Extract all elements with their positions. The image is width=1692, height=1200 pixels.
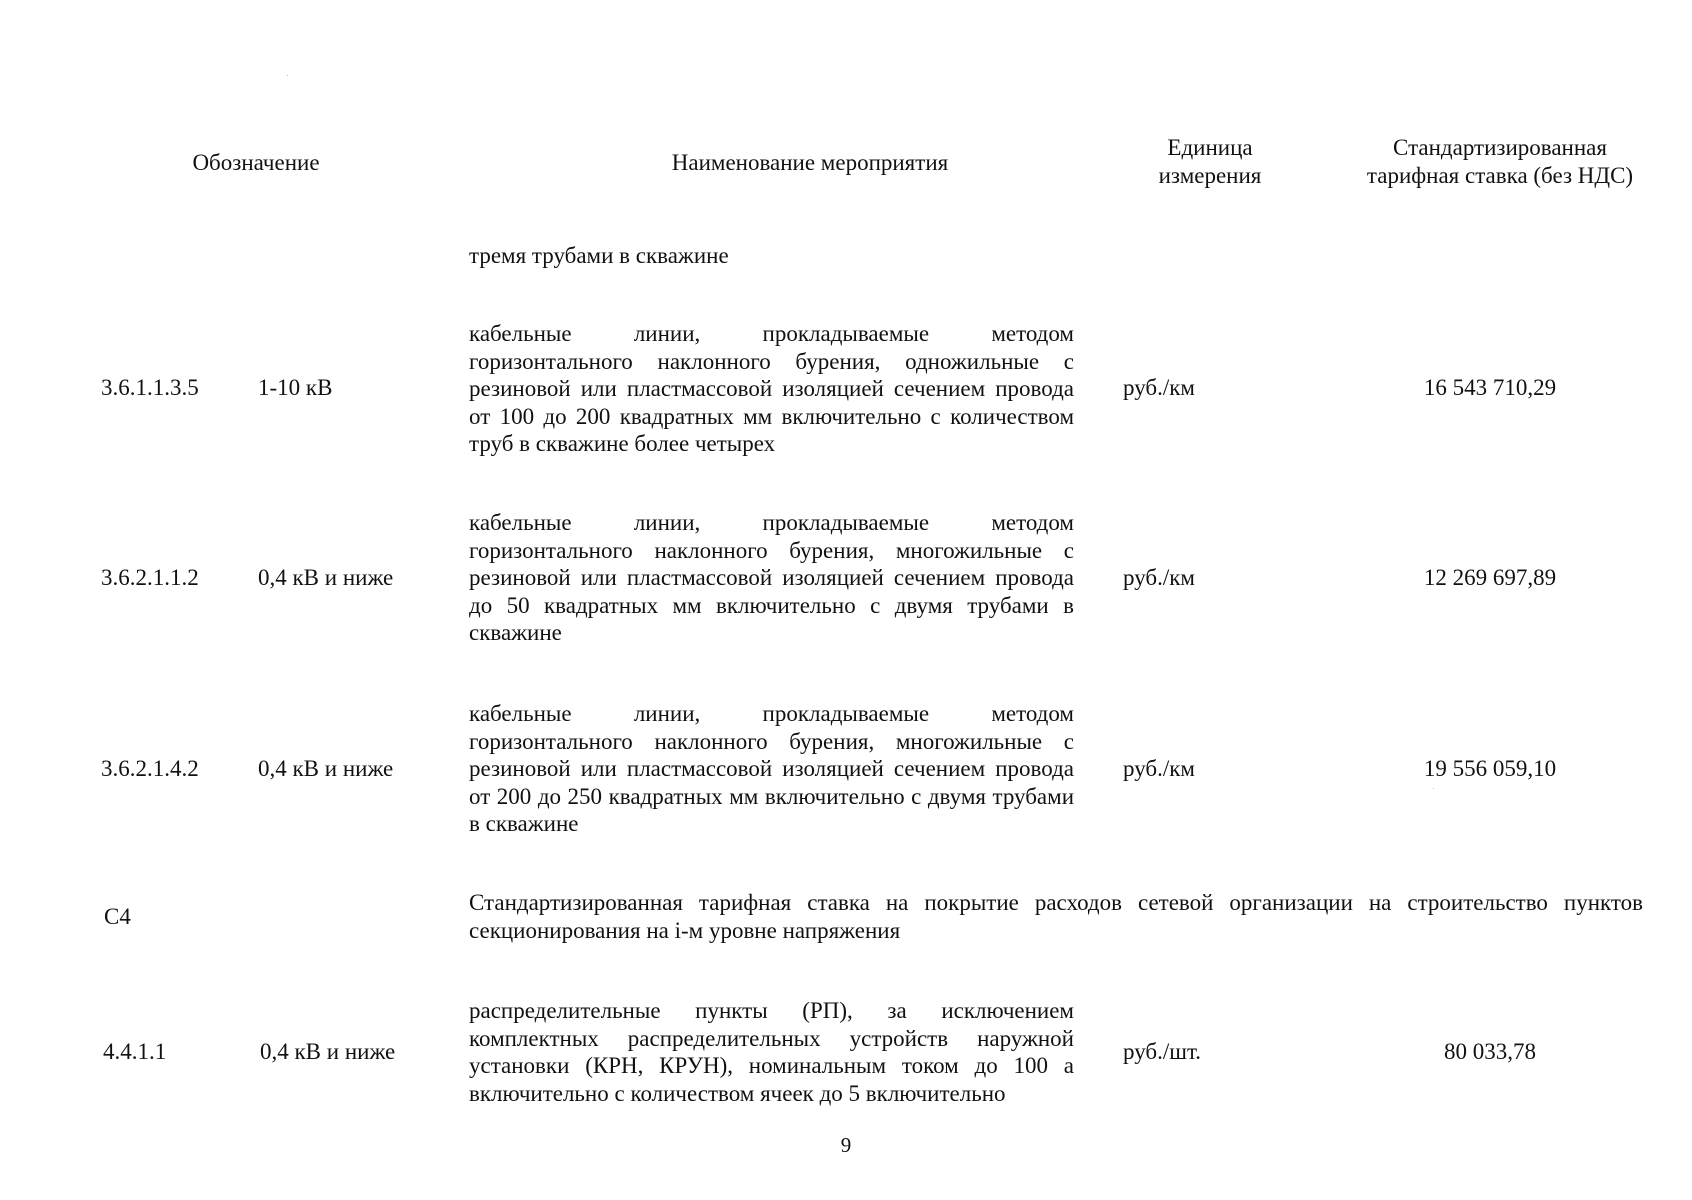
row-rate: 80 033,78 [1444,1039,1536,1064]
header-rate [1340,134,1660,189]
row-unit: руб./шт. [1123,1039,1202,1064]
row-code: 3.6.1.1.3.5 [101,375,199,400]
row-unit: руб./км [1123,565,1195,590]
row-description: кабельные линии, прокладываемые методом горизонтального наклонного бурения, многожильные с резиновой или пластмассовой изоляцией сечением провода от 200 до 250 квадратных мм включительно с двумя трубами в скважине [469,701,1074,836]
continuation-text: тремя трубами в скважине [469,243,729,268]
header-name: Наименование мероприятия [671,150,949,175]
row-voltage: 1-10 кВ [258,375,333,400]
scan-speck [1433,788,1434,789]
row-description: распределительные пункты (РП), за исключением комплектных распределительных устройств наружной установки (КРН, КРУН), номинальным током до 100 а включительно с количеством ячеек до 5 включительно [469,998,1074,1106]
row-code: 3.6.2.1.4.2 [101,756,199,781]
section-description: Стандартизированная тарифная ставка на покрытие расходов сетевой организации на строительство пунктов секционирования на i-м уровне напряжения [469,890,1643,943]
page-number: 9 [840,1133,852,1157]
row-description: кабельные линии, прокладываемые методом горизонтального наклонного бурения, многожильные с резиновой или пластмассовой изоляцией сечением провода до 50 квадратных мм включительно с двумя трубами в скважине [469,510,1074,645]
row-voltage: 0,4 кВ и ниже [260,1039,396,1064]
header-rate-line2: тарифная ставка (без НДС) [1366,162,1634,188]
section-code: С4 [104,904,131,929]
row-code: 3.6.2.1.1.2 [101,565,199,590]
row-rate: 12 269 697,89 [1423,565,1557,590]
header-designation: Обозначение [192,150,320,175]
header-rate-line1: Стандартизированная [1393,135,1607,160]
row-code: 4.4.1.1 [103,1039,167,1064]
row-rate: 16 543 710,29 [1423,375,1557,400]
header-unit [1100,134,1320,189]
row-unit: руб./км [1123,375,1195,400]
row-voltage: 0,4 кВ и ниже [258,565,394,590]
row-unit: руб./км [1123,756,1195,781]
header-unit-line1: Единица [1167,135,1253,160]
row-rate: 19 556 059,10 [1423,756,1557,781]
row-voltage: 0,4 кВ и ниже [258,756,394,781]
row-description: кабельные линии, прокладываемые методом горизонтального наклонного бурения, одножильные с резиновой или пластмассовой изоляцией сечением провода от 100 до 200 квадратных мм включительно с количеством труб в скважине более четырех [469,321,1074,456]
header-unit-line2: измерения [1158,162,1262,188]
scan-speck [287,75,288,76]
